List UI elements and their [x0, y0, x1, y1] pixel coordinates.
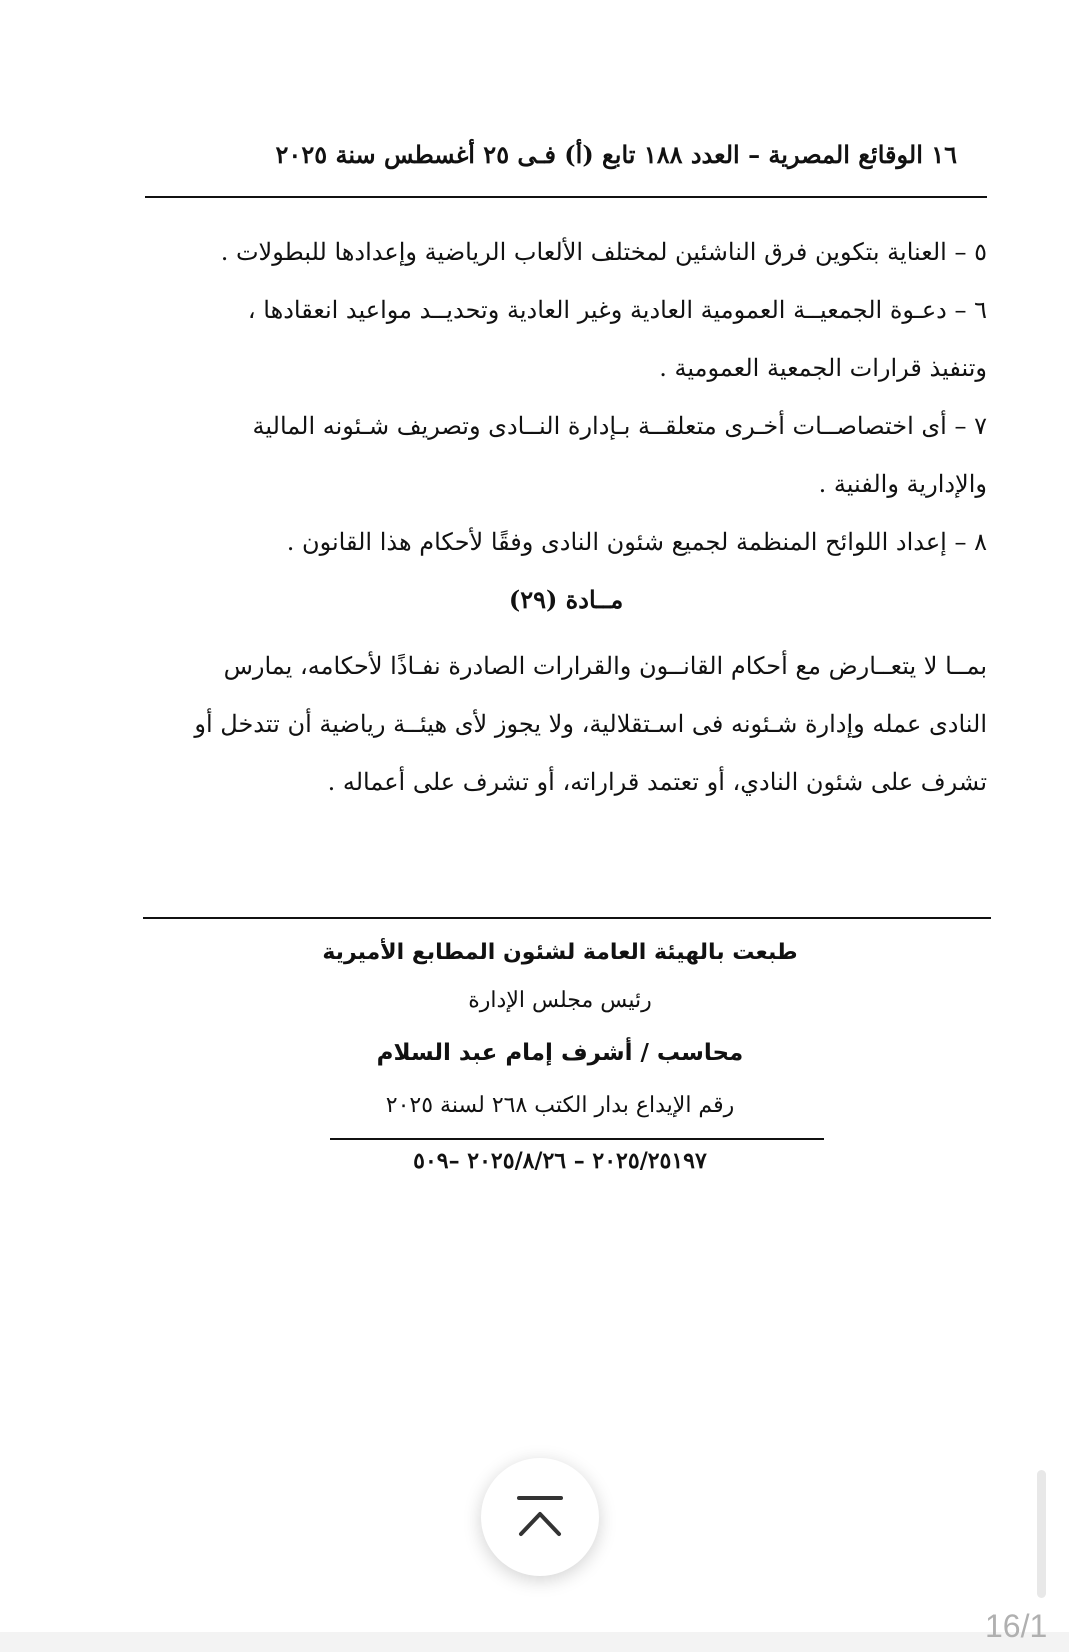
article-items	[145, 232, 987, 556]
header-rule	[145, 196, 987, 198]
item-6: ٦ – دعـوة الجمعيــة العمومية العادية وغير العادية وتحديــد مواعيد انعقادها ،	[247, 296, 987, 324]
imprint-rule	[330, 1138, 824, 1140]
imprint-chair-name: محاسب / أشرف إمام عبد السلام	[376, 1040, 744, 1066]
scroll-to-top-button[interactable]	[481, 1458, 599, 1576]
item-6-continuation: وتنفيذ قرارات الجمعية العمومية .	[659, 354, 987, 382]
chevron-up-bar-icon	[515, 1494, 565, 1540]
imprint-printed-by: طبعت بالهيئة العامة لشئون المطابع الأميرية	[322, 940, 798, 965]
article-line: النادى عمله وإدارة شـئونه فى اسـتقلالية، ولا يجوز لأى هيئــة رياضية أن تتدخل أو	[194, 710, 987, 738]
scrollbar-thumb[interactable]	[1037, 1470, 1046, 1598]
article-body	[145, 646, 987, 816]
viewer-bottom-bar	[0, 1632, 1069, 1652]
gazette-header: ١٦ الوقائع المصرية – العدد ١٨٨ تابع (أ) فـى ٢٥ أغسطس سنة ٢٠٢٥	[275, 140, 957, 169]
imprint-deposit-number: رقم الإيداع بدار الكتب ٢٦٨ لسنة ٢٠٢٥	[385, 1093, 735, 1118]
article-title: مــادة (٢٩)	[508, 585, 624, 614]
article-line: بمــا لا يتعــارض مع أحكام القانــون والقرارات الصادرة نفـاذًا لأحكامه، يمارس	[223, 652, 987, 680]
imprint-code: ٢٠٢٥/٢٥١٩٧ – ٢٠٢٥/٨/٢٦ –٥٠٩	[413, 1148, 707, 1174]
item-7: ٧ – أى اختصاصــات أخـرى متعلقــة بـإدارة النــادى وتصريف شـئونه المالية	[252, 412, 987, 440]
page-counter: 16/1	[985, 1608, 1048, 1644]
footer-rule	[143, 917, 991, 919]
imprint-chair-title: رئيس مجلس الإدارة	[468, 988, 652, 1013]
item-8: ٨ – إعداد اللوائح المنظمة لجميع شئون النادى وفقًا لأحكام هذا القانون .	[286, 528, 987, 556]
article-line: تشرف على شئون النادي، أو تعتمد قراراته، أو تشرف على أعماله .	[327, 768, 987, 796]
item-7-continuation: والإدارية والفنية .	[818, 470, 987, 498]
item-5: ٥ – العناية بتكوين فرق الناشئين لمختلف الألعاب الرياضية وإعدادها للبطولات .	[220, 238, 987, 266]
